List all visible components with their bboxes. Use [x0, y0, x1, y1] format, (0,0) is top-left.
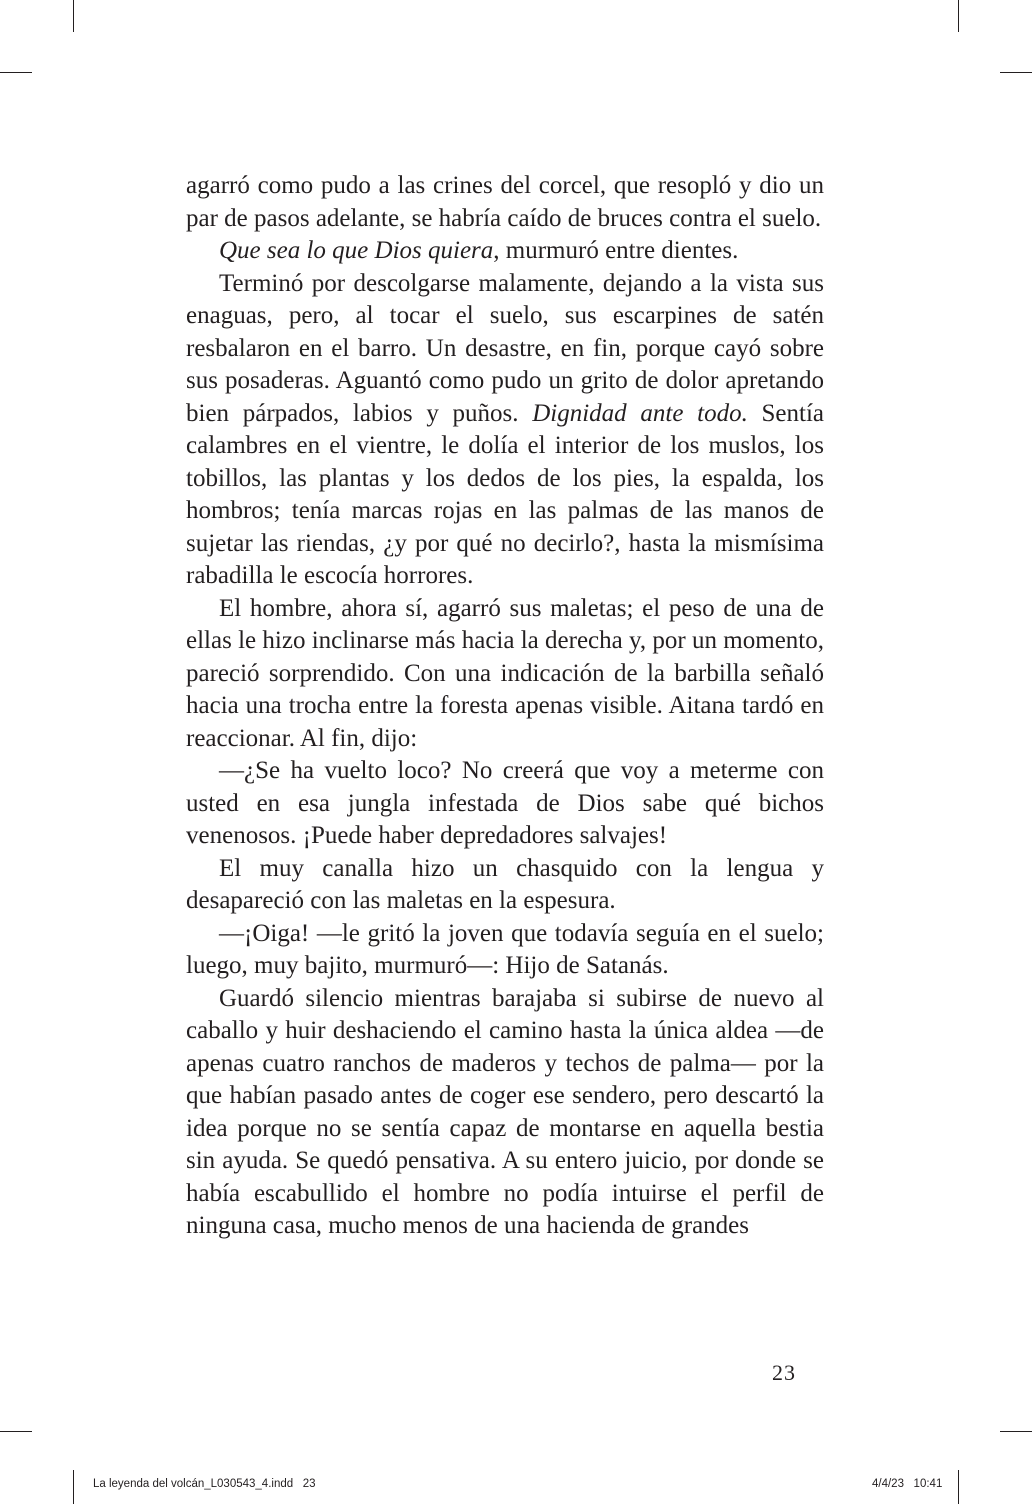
page-number: 23: [772, 1360, 796, 1385]
text-segment: Guardó silencio mientras barajaba si subirse de nuevo al caballo y huir deshaciendo el camino hasta la única aldea —de apenas cuatro ranchos de maderos y techos de palma— por la que habían pasado antes de coger ese sendero, pero descartó la idea porque no se sentía capaz de montarse en aquella bestia sin ayuda. Se quedó pensativa. A su entero juicio, por donde se había escabullido el hombre no podía intuirse el perfil de ninguna casa, mucho menos de una hacienda de grandes: [186, 984, 824, 1239]
paragraph: [186, 918, 824, 983]
crop-mark-left-bottom: [0, 1431, 32, 1432]
text-segment: —¡Oiga! —le gritó la joven que todavía seguía en el suelo; luego, muy bajito, murmuró—: Hijo de Satanás.: [186, 919, 824, 979]
paragraph: [186, 983, 824, 1243]
text-segment: El muy canalla hizo un chasquido con la lengua y desapareció con las maletas en la espesura.: [186, 854, 824, 914]
text-segment: El hombre, ahora sí, agarró sus maletas; el peso de una de ellas le hizo inclinarse más hacia la derecha y, por un momento, pareció sorprendido. Con una indicación de la barbilla señaló hacia una trocha entre la foresta apenas visible. Aitana tardó en reaccionar. Al fin, dijo:: [186, 594, 824, 752]
text-segment: , murmuró entre dientes.: [493, 237, 739, 264]
text-segment: agarró como pudo a las crines del corcel, que resopló y dio un par de pasos adelante, se habría caído de bruces contra el suelo.: [186, 172, 824, 232]
paragraph: [186, 593, 824, 756]
crop-mark-top-left: [73, 0, 74, 32]
paragraph: [186, 268, 824, 593]
crop-mark-right-top: [1000, 72, 1032, 73]
paragraph: [186, 235, 824, 268]
crop-mark-top-right: [958, 0, 959, 32]
paragraph: [186, 170, 824, 235]
italic-text: Dignidad ante todo.: [532, 399, 748, 427]
slug-date-time: 4/4/23 10:41: [872, 1478, 943, 1490]
crop-mark-bottom-left: [73, 1470, 74, 1504]
text-segment: —¿Se ha vuelto loco? No creerá que voy a meterme con usted en esa jungla infestada de Dios sabe qué bichos venenosos. ¡Puede haber depredadores salvajes!: [186, 757, 824, 849]
crop-mark-bottom-right: [958, 1470, 959, 1504]
italic-text: Que sea lo que Dios quiera: [219, 237, 494, 264]
text-segment: Terminó por descolgarse malamente, dejando a la vista sus enaguas, pero, al tocar el suelo, sus escarpines de satén resbalaron en el barro. Un desastre, en fin, porque cayó sobre sus posaderas. Aguantó como pudo un grito de dolor apretando bien párpados, labios y puños.: [186, 269, 824, 427]
slug-file-name: La leyenda del volcán_L030543_4.indd 23: [93, 1478, 316, 1490]
body-text: [186, 170, 824, 1243]
text-segment: Sentía calambres en el vientre, le dolía el interior de los muslos, los tobillos, las plantas y los dedos de los pies, la espalda, los hombros; tenía marcas rojas en las palmas de las manos de sujetar las riendas, ¿y por qué no decirlo?, hasta la mismísima rabadilla le escocía horrores.: [186, 399, 824, 589]
crop-mark-right-bottom: [1000, 1431, 1032, 1432]
paragraph: [186, 755, 824, 853]
crop-mark-left-top: [0, 72, 32, 73]
paragraph: [186, 853, 824, 918]
